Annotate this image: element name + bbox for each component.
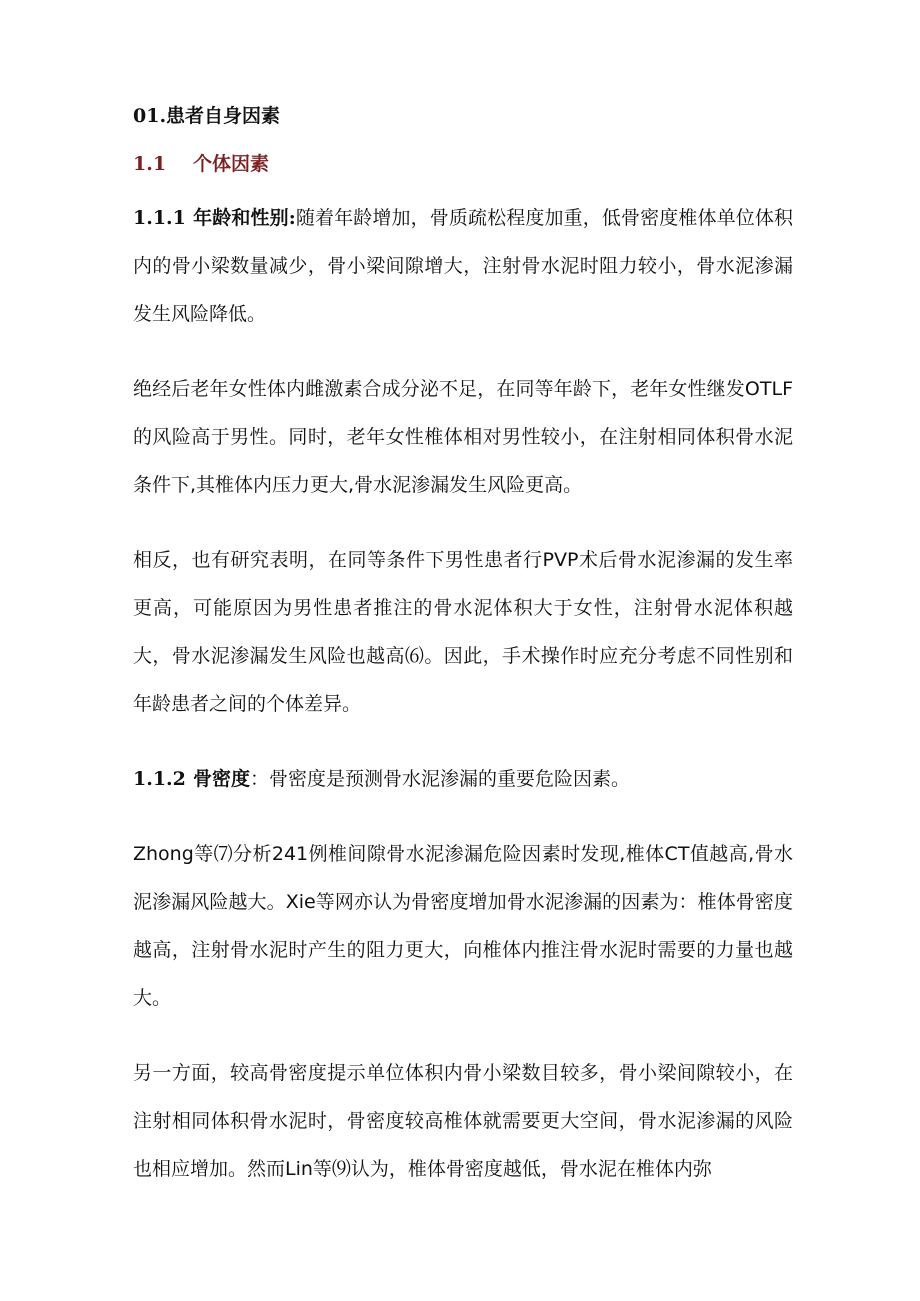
subsection-title — [133, 146, 793, 182]
item-text-bone-density: ：骨密度是预测骨水泥渗漏的重要危险因素。 — [250, 768, 631, 790]
item-text-age-gender: 随着年龄增加，骨质疏松程度加重，低骨密度椎体单位体积内的骨小梁数量减少，骨小梁间隙增大，注射骨水泥时阻力较小，骨水泥渗漏发生风险降低。 — [133, 207, 793, 325]
paragraph-bone-density-heading — [133, 755, 793, 803]
section-title: 01.患者自身因素 — [133, 105, 281, 127]
paragraph-postmenopausal: 绝经后老年女性体内雌激素合成分泌不足，在同等年龄下，老年女性继发OTLF的风险高于男性。同时，老年女性椎体相对男性较小，在注射相同体积骨水泥条件下,其椎体内压力更大,骨水泥渗漏发生风险更高。 — [133, 378, 793, 496]
item-heading-bone-density: 骨密度 — [193, 768, 251, 790]
subsection-label: 个体因素 — [193, 153, 270, 175]
item-number-2: 1.1.2 — [133, 768, 186, 790]
document-page — [133, 98, 793, 1220]
paragraph-age-gender — [133, 194, 793, 338]
paragraph-male-patients: 相反，也有研究表明，在同等条件下男性患者行PVP术后骨水泥渗漏的发生率更高，可能原因为男性患者推注的骨水泥体积大于女性，注射骨水泥体积越大，骨水泥渗漏发生风险也越高⑹。因此，手术操作时应充分考虑不同性别和年龄患者之间的个体差异。 — [133, 549, 793, 715]
item-heading-age-gender: 年龄和性别: — [193, 207, 296, 229]
item-number-1: 1.1.1 — [133, 207, 186, 229]
subsection-number: 1.1 — [133, 153, 167, 175]
paragraph-trabecular: 另一方面，较高骨密度提示单位体积内骨小梁数目较多，骨小梁间隙较小，在注射相同体积骨水泥时，骨密度较高椎体就需要更大空间，骨水泥渗漏的风险也相应增加。然而Lin等⑼认为，椎体骨密度越低，骨水泥在椎体内弥 — [133, 1062, 793, 1180]
paragraph-zhong-study: Zhong等⑺分析241例椎间隙骨水泥渗漏危险因素时发现,椎体CT值越高,骨水泥渗漏风险越大。Xie等网亦认为骨密度增加骨水泥渗漏的因素为：椎体骨密度越高，注射骨水泥时产生的阻力更大，向椎体内推注骨水泥时需要的力量也越大。 — [133, 843, 793, 1009]
